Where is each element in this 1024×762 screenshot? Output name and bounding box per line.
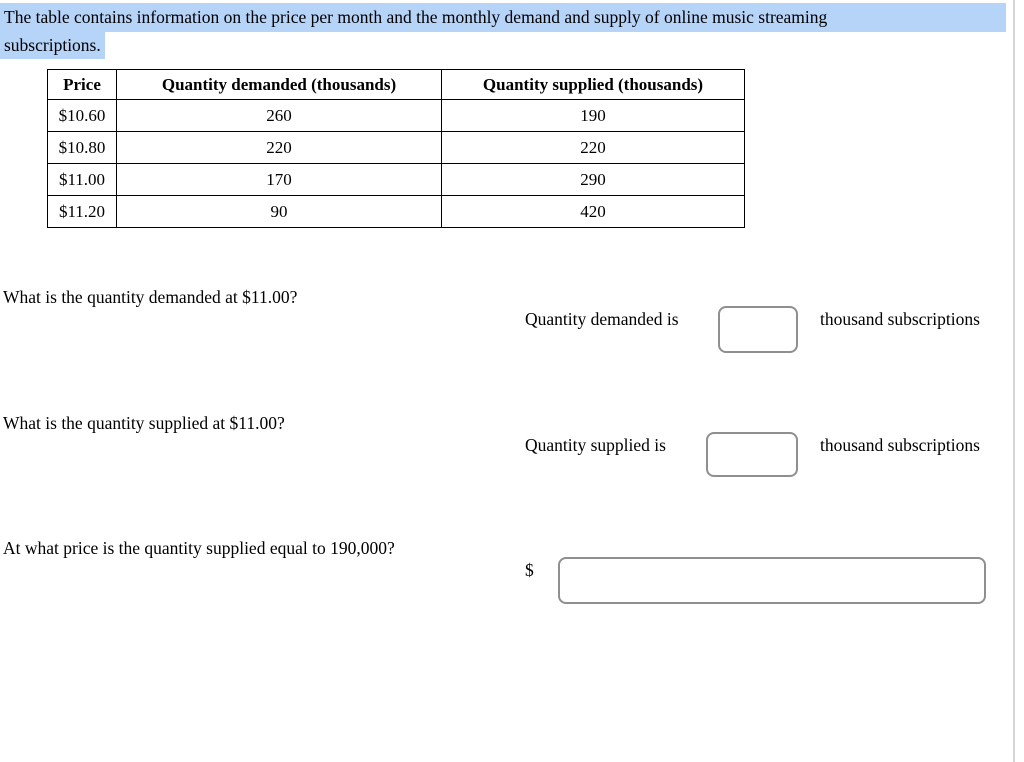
table-row	[48, 164, 745, 196]
question-2-prompt: What is the quantity supplied at $11.00?	[3, 413, 285, 433]
question-1-prompt: What is the quantity demanded at $11.00?	[3, 287, 298, 307]
demanded-cell: 170	[117, 164, 442, 196]
supplied-cell: 220	[442, 132, 745, 164]
question-2-answer-label: Quantity supplied is	[525, 435, 666, 455]
question-1-answer-suffix: thousand subscriptions	[820, 309, 980, 329]
demanded-cell: 220	[117, 132, 442, 164]
right-page-divider	[1013, 0, 1015, 762]
price-cell: $10.80	[48, 132, 117, 164]
demanded-cell: 90	[117, 196, 442, 228]
question-3-prompt: At what price is the quantity supplied equal to 190,000?	[3, 538, 395, 558]
supplied-cell: 190	[442, 100, 745, 132]
supplied-cell: 290	[442, 164, 745, 196]
price-cell: $11.20	[48, 196, 117, 228]
price-cell: $11.00	[48, 164, 117, 196]
intro-text-line1: The table contains information on the price per month and the monthly demand and supply of online music streaming	[0, 3, 1006, 32]
question-1-answer-input[interactable]	[718, 306, 798, 353]
table-row	[48, 196, 745, 228]
demand-supply-table	[47, 69, 745, 228]
question-3-answer-input[interactable]	[558, 557, 986, 604]
question-1-answer-label: Quantity demanded is	[525, 309, 679, 329]
question-2-answer-input[interactable]	[706, 432, 798, 477]
header-demanded: Quantity demanded (thousands)	[117, 70, 442, 100]
table-row	[48, 132, 745, 164]
table-row	[48, 100, 745, 132]
demanded-cell: 260	[117, 100, 442, 132]
header-price: Price	[48, 70, 117, 100]
intro-text-line2-highlight: subscriptions.	[0, 32, 105, 59]
table-header-row	[48, 70, 745, 100]
supplied-cell: 420	[442, 196, 745, 228]
question-3-dollar-label: $	[525, 560, 534, 580]
question-2-answer-suffix: thousand subscriptions	[820, 435, 980, 455]
header-supplied: Quantity supplied (thousands)	[442, 70, 745, 100]
price-cell: $10.60	[48, 100, 117, 132]
intro-text-line2	[0, 32, 105, 59]
